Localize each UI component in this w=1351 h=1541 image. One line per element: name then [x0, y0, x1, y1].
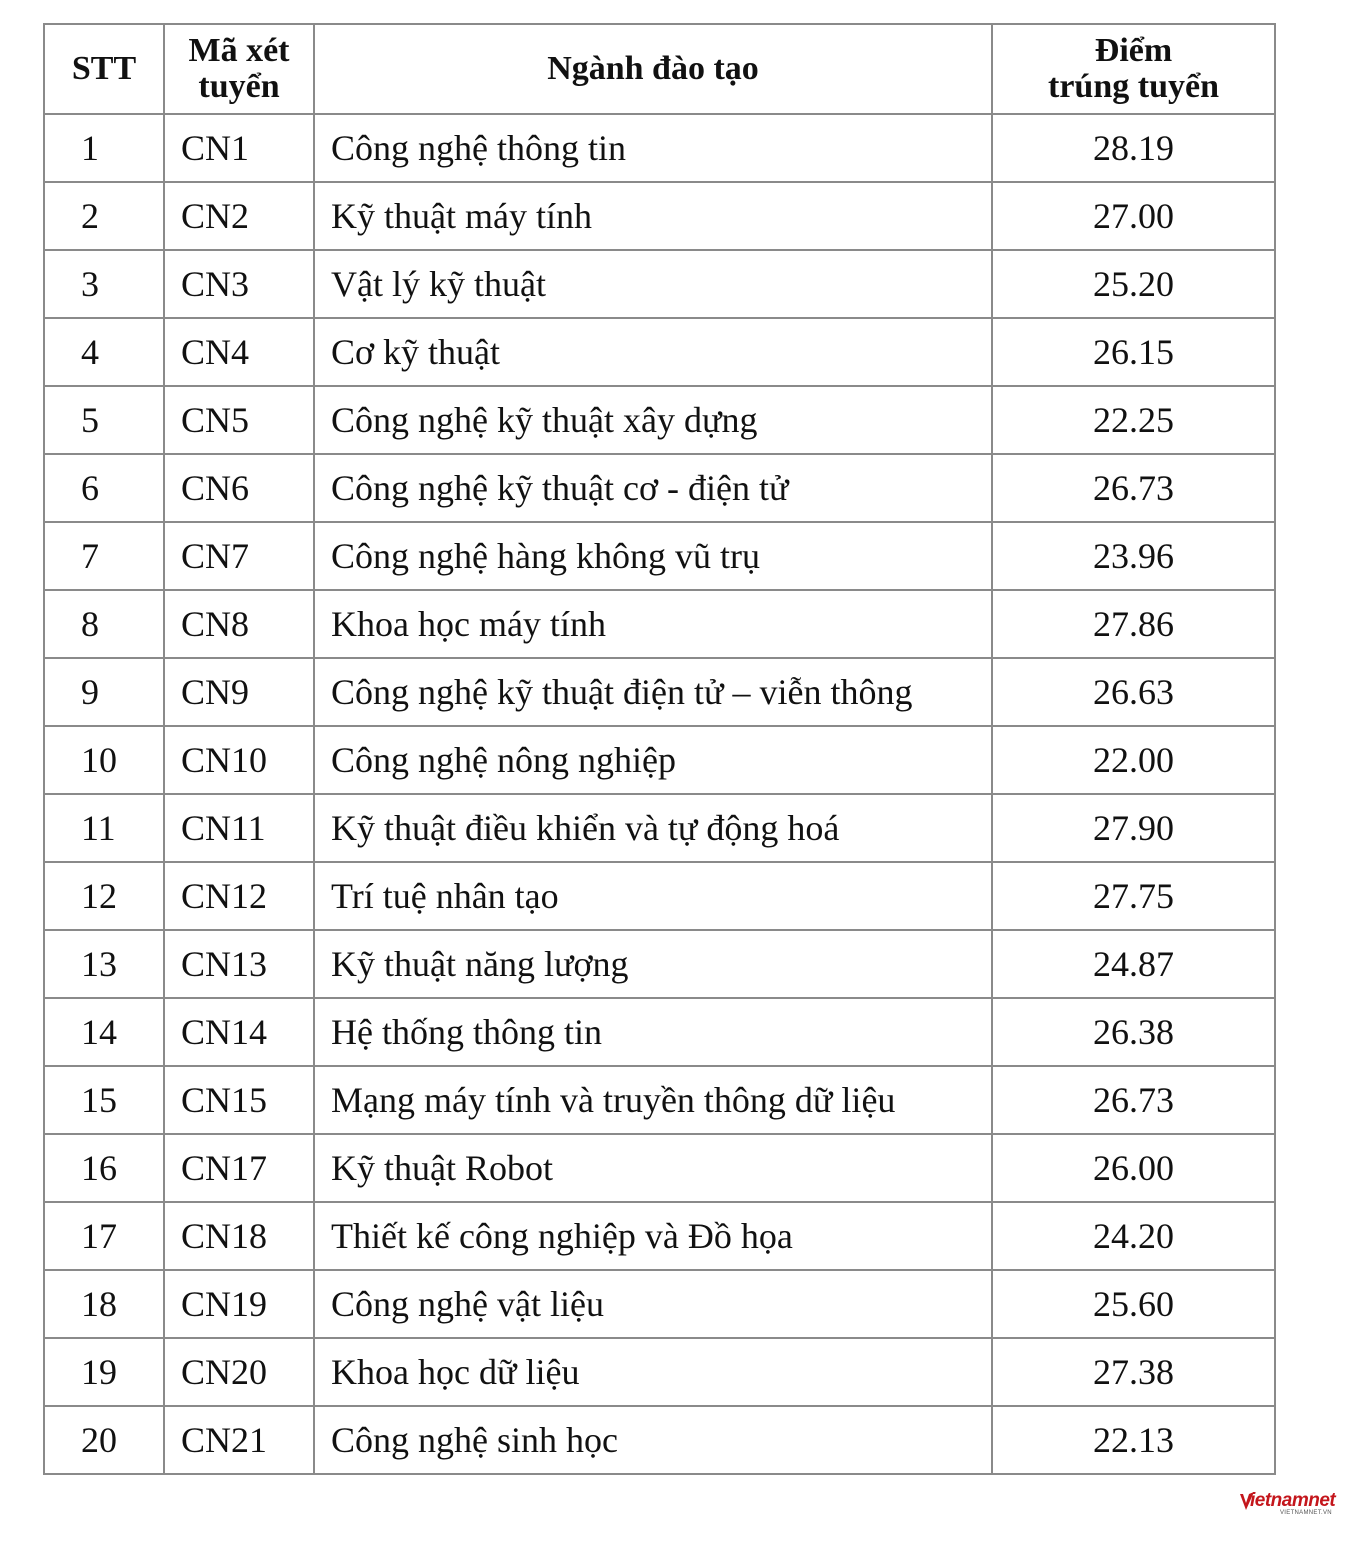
cell-code: CN19	[164, 1270, 314, 1338]
cell-stt: 17	[44, 1202, 164, 1270]
cell-code: CN6	[164, 454, 314, 522]
admission-scores-table	[43, 23, 1276, 1475]
table-row	[44, 522, 1275, 590]
cell-major: Công nghệ kỹ thuật điện tử – viễn thông	[314, 658, 992, 726]
cell-major: Công nghệ nông nghiệp	[314, 726, 992, 794]
table-header-row	[44, 24, 1275, 114]
header-score-line1: Điểm	[1094, 32, 1173, 70]
cell-stt: 15	[44, 1066, 164, 1134]
cell-major: Công nghệ sinh học	[314, 1406, 992, 1474]
cell-stt: 8	[44, 590, 164, 658]
table-row	[44, 998, 1275, 1066]
table-row	[44, 726, 1275, 794]
table-row	[44, 1270, 1275, 1338]
cell-score: 22.00	[992, 726, 1275, 794]
cell-code: CN13	[164, 930, 314, 998]
cell-score: 23.96	[992, 522, 1275, 590]
cell-stt: 5	[44, 386, 164, 454]
cell-major: Thiết kế công nghiệp và Đồ họa	[314, 1202, 992, 1270]
table-row	[44, 862, 1275, 930]
cell-score: 26.00	[992, 1134, 1275, 1202]
cell-code: CN11	[164, 794, 314, 862]
cell-major: Hệ thống thông tin	[314, 998, 992, 1066]
cell-stt: 7	[44, 522, 164, 590]
cell-code: CN3	[164, 250, 314, 318]
cell-score: 25.60	[992, 1270, 1275, 1338]
cell-major: Kỹ thuật điều khiển và tự động hoá	[314, 794, 992, 862]
cell-score: 27.86	[992, 590, 1275, 658]
cell-score: 27.90	[992, 794, 1275, 862]
watermark-brand: ietnamnet	[1250, 1490, 1336, 1511]
cell-major: Kỹ thuật năng lượng	[314, 930, 992, 998]
cell-code: CN2	[164, 182, 314, 250]
table-row	[44, 1134, 1275, 1202]
header-score-line2: trúng tuyển	[1048, 68, 1219, 105]
cell-score: 22.25	[992, 386, 1275, 454]
cell-score: 22.13	[992, 1406, 1275, 1474]
cell-stt: 12	[44, 862, 164, 930]
header-score	[992, 24, 1275, 114]
cell-stt: 1	[44, 114, 164, 182]
table-row	[44, 590, 1275, 658]
cell-stt: 11	[44, 794, 164, 862]
header-code-line2: tuyển	[198, 68, 280, 105]
cell-code: CN8	[164, 590, 314, 658]
cell-stt: 9	[44, 658, 164, 726]
table-row	[44, 182, 1275, 250]
cell-score: 27.38	[992, 1338, 1275, 1406]
cell-stt: 13	[44, 930, 164, 998]
cell-code: CN12	[164, 862, 314, 930]
cell-score: 26.63	[992, 658, 1275, 726]
cell-major: Công nghệ kỹ thuật cơ - điện tử	[314, 454, 992, 522]
cell-major: Vật lý kỹ thuật	[314, 250, 992, 318]
cell-score: 27.00	[992, 182, 1275, 250]
cell-score: 27.75	[992, 862, 1275, 930]
cell-score: 26.15	[992, 318, 1275, 386]
cell-score: 25.20	[992, 250, 1275, 318]
cell-stt: 4	[44, 318, 164, 386]
cell-score: 24.87	[992, 930, 1275, 998]
table-row	[44, 386, 1275, 454]
cell-stt: 10	[44, 726, 164, 794]
cell-major: Khoa học dữ liệu	[314, 1338, 992, 1406]
table-row	[44, 318, 1275, 386]
cell-stt: 18	[44, 1270, 164, 1338]
cell-code: CN15	[164, 1066, 314, 1134]
cell-major: Mạng máy tính và truyền thông dữ liệu	[314, 1066, 992, 1134]
cell-major: Công nghệ kỹ thuật xây dựng	[314, 386, 992, 454]
cell-score: 28.19	[992, 114, 1275, 182]
cell-code: CN20	[164, 1338, 314, 1406]
cell-major: Kỹ thuật máy tính	[314, 182, 992, 250]
cell-code: CN18	[164, 1202, 314, 1270]
cell-major: Công nghệ thông tin	[314, 114, 992, 182]
table-row	[44, 658, 1275, 726]
cell-score: 24.20	[992, 1202, 1275, 1270]
cell-score: 26.73	[992, 1066, 1275, 1134]
cell-major: Cơ kỹ thuật	[314, 318, 992, 386]
cell-code: CN21	[164, 1406, 314, 1474]
cell-major: Kỹ thuật Robot	[314, 1134, 992, 1202]
table-row	[44, 1338, 1275, 1406]
table-row	[44, 794, 1275, 862]
cell-stt: 3	[44, 250, 164, 318]
header-code-line1: Mã xét	[188, 32, 290, 70]
table-row	[44, 930, 1275, 998]
cell-code: CN5	[164, 386, 314, 454]
cell-major: Khoa học máy tính	[314, 590, 992, 658]
cell-stt: 20	[44, 1406, 164, 1474]
cell-stt: 6	[44, 454, 164, 522]
table-row	[44, 1066, 1275, 1134]
cell-stt: 2	[44, 182, 164, 250]
cell-code: CN1	[164, 114, 314, 182]
cell-major: Công nghệ vật liệu	[314, 1270, 992, 1338]
header-major: Ngành đào tạo	[314, 24, 992, 114]
cell-stt: 14	[44, 998, 164, 1066]
header-stt: STT	[44, 24, 164, 114]
cell-score: 26.38	[992, 998, 1275, 1066]
table-row	[44, 454, 1275, 522]
cell-major: Trí tuệ nhân tạo	[314, 862, 992, 930]
table-row	[44, 1202, 1275, 1270]
cell-stt: 16	[44, 1134, 164, 1202]
cell-code: CN10	[164, 726, 314, 794]
table-row	[44, 250, 1275, 318]
cell-code: CN14	[164, 998, 314, 1066]
vietnamnet-watermark	[1240, 1490, 1336, 1520]
table-row	[44, 114, 1275, 182]
table-row	[44, 1406, 1275, 1474]
cell-stt: 19	[44, 1338, 164, 1406]
header-code	[164, 24, 314, 114]
cell-code: CN4	[164, 318, 314, 386]
cell-code: CN9	[164, 658, 314, 726]
watermark-sub: VIETNAMNET.VN	[1280, 1510, 1332, 1516]
cell-major: Công nghệ hàng không vũ trụ	[314, 522, 992, 590]
cell-code: CN7	[164, 522, 314, 590]
cell-score: 26.73	[992, 454, 1275, 522]
cell-code: CN17	[164, 1134, 314, 1202]
